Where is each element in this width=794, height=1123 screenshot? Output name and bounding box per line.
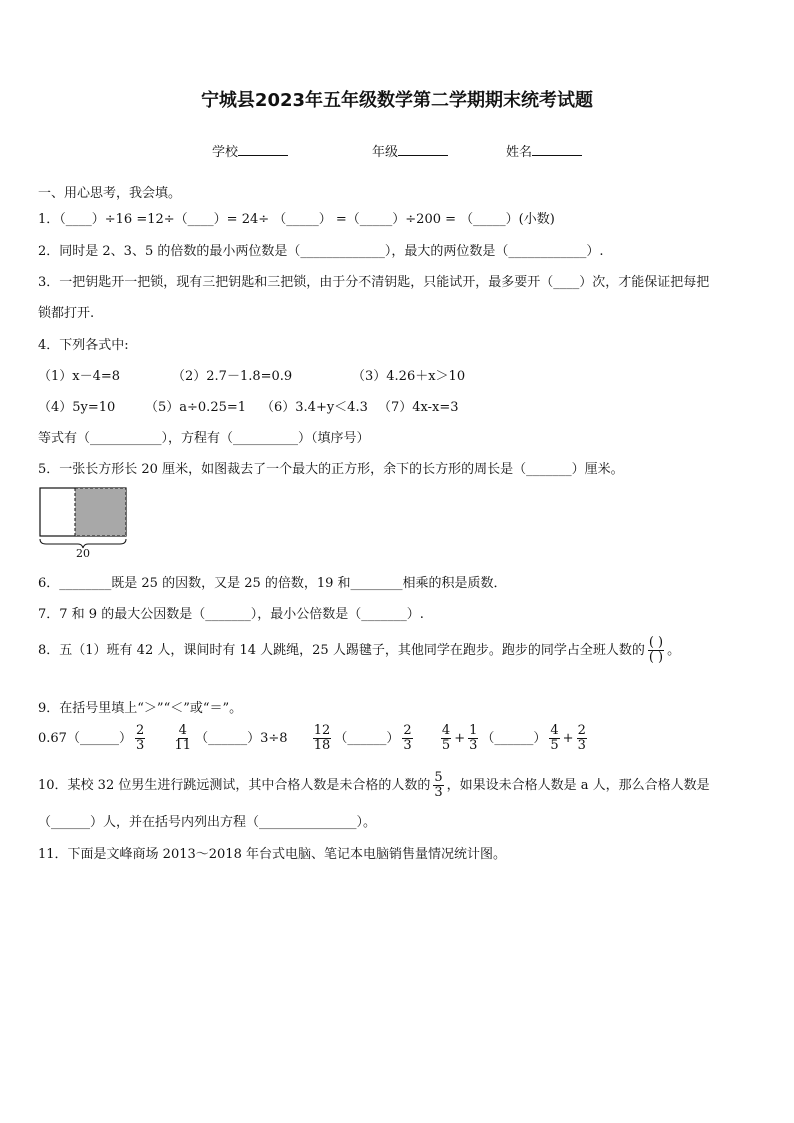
question-6: 6．________既是 25 的因数，又是 25 的倍数，19 和________相乘的积是质数． [38,576,507,591]
question-1: 1．（____）÷16 =12÷（____）= 24÷ （_____） =（_____）÷200 = （_____）(小数) [38,212,555,227]
question-4-item-1: （1）x－4=8 [38,369,121,384]
length-label: 20 [76,547,90,558]
name-blank [532,143,582,156]
fraction [174,724,193,753]
fraction-numerator: 2 [135,723,145,738]
fraction-denominator: 3 [135,738,145,753]
fraction-denominator: ( ) [648,650,664,665]
question-7: 7．7 和 9 的最大公因数是（_______），最小公倍数是（_______）. [38,607,424,622]
fraction-denominator: 5 [441,738,451,753]
section-heading: 一、用心思考，我会填。 [38,186,182,201]
question-9-items [38,724,590,753]
question-4-item-2: （2）2.7－1.8=0.9 [172,369,293,384]
fraction-denominator: 5 [550,738,559,753]
fraction-denominator: 3 [434,785,443,800]
question-4-item-4: （4）5y=10 [38,400,116,415]
rectangle-figure [38,486,134,558]
fraction-numerator: 5 [434,770,443,785]
page-title: 宁城县2023年五年级数学第二学期期末统考试题 [200,90,594,111]
fraction-denominator: 3 [469,738,478,753]
fraction [313,724,332,753]
grade-field [372,141,448,160]
fraction-denominator: 11 [174,738,192,753]
question-10-line2: （______）人，并在括号内列出方程（_______________）。 [38,815,377,830]
question-10-fraction [433,771,443,800]
compare-1-left: 0.67（______） [38,731,132,746]
plus-sign: + [562,731,574,746]
question-4-answer: 等式有（___________），方程有（__________）（填序号） [38,431,370,446]
question-10-text-a: 10．某校 32 位男生进行跳远测试，其中合格人数是未合格的人数的 [38,778,431,793]
plus-sign: + [454,731,466,746]
fraction-numerator: 4 [550,723,559,738]
question-4-heading: 4．下列各式中: [38,338,129,353]
question-4-item-7: （7）4x-x=3 [378,400,459,415]
school-blank [238,143,288,156]
question-3-line2: 锁都打开. [38,306,95,321]
question-4-item-3: （3）4.26＋x＞10 [352,369,466,384]
cut-square [75,488,126,536]
name-label: 姓名 [506,145,533,160]
fraction [441,724,451,753]
school-field [212,141,288,160]
fraction-numerator: 2 [577,723,586,738]
question-2: 2．同时是 2、3、5 的倍数的最小两位数是（_____________），最大的两位数是（____________）. [38,244,604,259]
question-11: 11．下面是文峰商场 2013～2018 年台式电脑、笔记本电脑销售量情况统计图。 [38,847,506,862]
question-8-end: 。 [667,643,681,658]
fraction-denominator: 18 [313,738,331,753]
question-5: 5．一张长方形长 20 厘米，如图裁去了一个最大的正方形，余下的长方形的周长是（_______）厘米。 [38,462,624,477]
grade-label: 年级 [372,145,399,160]
fraction-denominator: 3 [403,738,412,753]
question-4-item-6: （6）3.4+y＜4.3 [261,400,368,415]
question-8-fraction [648,636,664,665]
fraction-denominator: 3 [577,738,586,753]
question-3-line1: 3．一把钥匙开一把锁，现有三把钥匙和三把锁，由于分不清钥匙，只能试开，最多要开（____）次，才能保证把每把 [38,275,710,290]
question-4-item-5: （5）a÷0.25=1 [145,400,247,415]
school-label: 学校 [212,145,239,160]
fraction [135,724,145,753]
grade-blank [398,143,448,156]
question-8 [38,636,680,665]
name-field [506,141,582,160]
fraction [468,724,478,753]
fraction-numerator: 4 [178,723,187,738]
question-9-heading: 9．在括号里填上“＞”“＜”或“＝”。 [38,701,243,716]
fraction [549,724,559,753]
fraction-numerator: 12 [313,723,331,738]
question-10-text-b: ，如果设未合格人数是 a 人，那么合格人数是 [446,778,710,793]
question-8-text: 8．五（1）班有 42 人，课间时有 14 人跳绳，25 人踢毽子，其他同学在跑步。跑步的同学占全班人数的 [38,643,645,658]
compare-2-mid: （______）3÷8 [195,731,288,746]
fraction-numerator: 1 [469,723,478,738]
fraction [402,724,412,753]
compare-4-mid: （______） [481,731,547,746]
compare-3-mid: （______） [334,731,400,746]
fraction [577,724,587,753]
fraction-numerator: 2 [403,723,412,738]
fraction-numerator: 4 [441,723,451,738]
question-10-line1 [38,771,710,800]
fraction-numerator: ( ) [648,635,664,650]
